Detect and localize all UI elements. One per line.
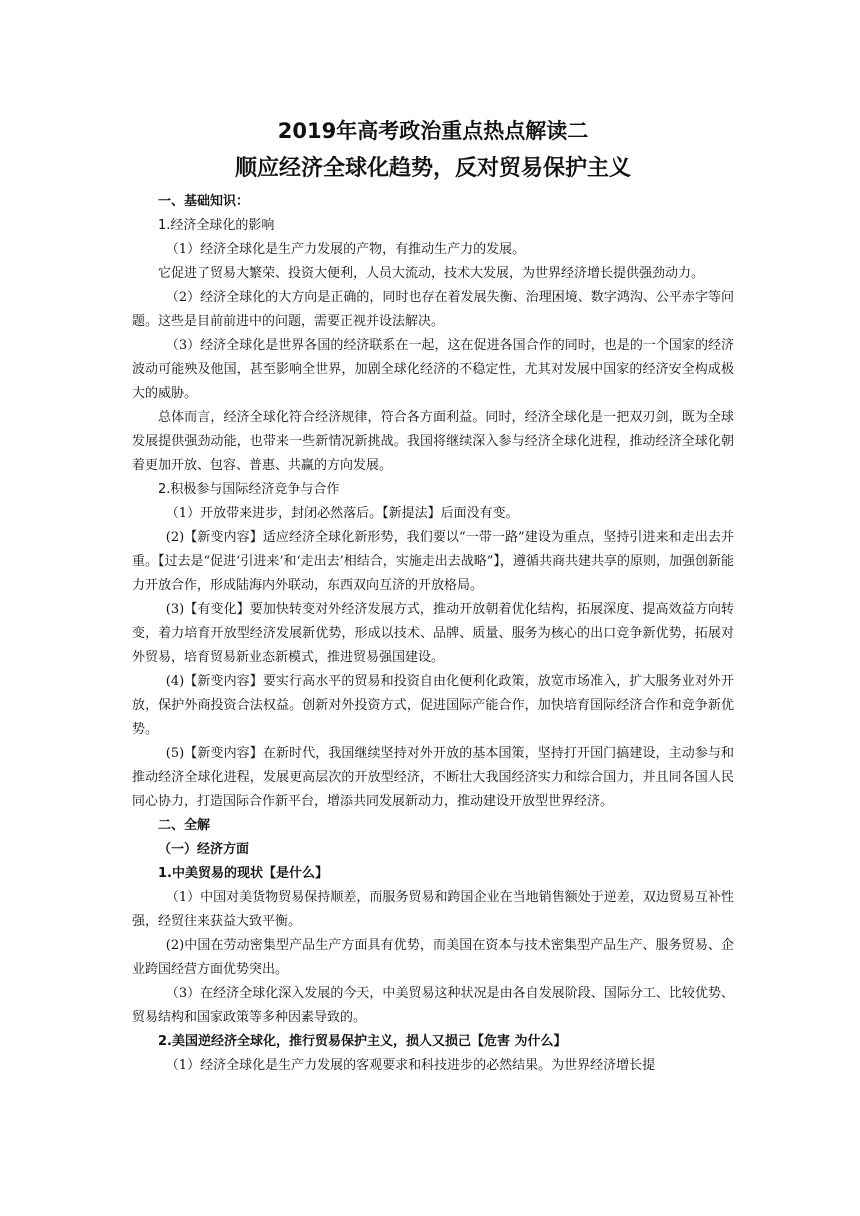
document-body: [132, 190, 734, 1078]
document-title: 2019年高考政治重点热点解读二: [277, 119, 589, 143]
paragraph: （3）在经济全球化深入发展的今天，中美贸易这种状况是由各自发展阶段、国际分工、比较优势、贸易结构和国家政策等多种因素导致的。: [132, 986, 734, 1025]
paragraph: （1）经济全球化是生产力发展的产物，有推动生产力的发展。: [165, 242, 526, 257]
section-heading: 二、全解: [158, 818, 211, 833]
paragraph: 它促进了贸易大繁荣、投资大便利，人员大流动，技术大发展，为世界经济增长提供强劲动力。: [158, 266, 705, 281]
paragraph: (5)【新变内容】在新时代，我国继续坚持对外开放的基本国策，坚持打开国门搞建设，主动参与和推动经济全球化进程，发展更高层次的开放型经济，不断壮大我国经济实力和综合国力，并且同各国人民同心协力，打造国际合作新平台，增添共同发展新动力，推动建设开放型世界经济。: [132, 746, 734, 809]
section-heading: 1.中美贸易的现状【是什么】: [158, 866, 328, 881]
section-heading: （一）经济方面: [158, 842, 250, 857]
paragraph: 1.经济全球化的影响: [158, 218, 275, 233]
paragraph: （3）经济全球化是世界各国的经济联系在一起，这在促进各国合作的同时，也是的一个国家的经济波动可能殃及他国，甚至影响全世界，加剧全球化经济的不稳定性，尤其对发展中国家的经济安全构成极大的威胁。: [132, 338, 734, 401]
paragraph: （1）开放带来进步，封闭必然落后。【新提法】后面没有变。: [165, 506, 519, 521]
paragraph: （1）中国对美货物贸易保持顺差，而服务贸易和跨国企业在当地销售额处于逆差，双边贸易互补性强，经贸往来获益大致平衡。: [132, 890, 734, 929]
paragraph: (4)【新变内容】要实行高水平的贸易和投资自由化便利化政策，放宽市场准入，扩大服务业对外开放，保护外商投资合法权益。创新对外投资方式，促进国际产能合作，加快培育国际经济合作和竞争新优势。: [132, 674, 734, 737]
paragraph: （2）经济全球化的大方向是正确的，同时也存在着发展失衡、治理困境、数字鸿沟、公平赤字等问题。这些是目前前进中的问题，需要正视并设法解决。: [132, 290, 734, 329]
paragraph: 2.积极参与国际经济竞争与合作: [158, 482, 340, 497]
paragraph: (3)【有变化】要加快转变对外经济发展方式，推动开放朝着优化结构，拓展深度、提高效益方向转变，着力培育开放型经济发展新优势，形成以技术、品牌、质量、服务为核心的出口竞争新优势，拓展对外贸易，培育贸易新业态新模式，推进贸易强国建设。: [132, 602, 734, 665]
paragraph: 总体而言，经济全球化符合经济规律，符合各方面利益。同时，经济全球化是一把双刃剑，既为全球发展提供强劲动能，也带来一些新情况新挑战。我国将继续深入参与经济全球化进程，推动经济全球化朝着更加开放、包容、普惠、共赢的方向发展。: [132, 410, 734, 473]
section-heading: 2.美国逆经济全球化，推行贸易保护主义，损人又损己【危害 为什么】: [158, 1034, 567, 1049]
document-subtitle: 顺应经济全球化趋势，反对贸易保护主义: [234, 156, 631, 181]
paragraph: （1）经济全球化是生产力发展的客观要求和科技进步的必然结果。为世界经济增长提: [165, 1058, 656, 1073]
paragraph: (2)【新变内容】适应经济全球化新形势，我们要以“一带一路”建设为重点，坚持引进来和走出去并重。【过去是“促进‘引进来’和‘走出去’相结合，实施走出去战略”】，遵循共商共建共享的原则，加强创新能力开放合作，形成陆海内外联动，东西双向互济的开放格局。: [132, 530, 734, 593]
section-heading: 一、基础知识：: [158, 194, 250, 209]
paragraph: (2)中国在劳动密集型产品生产方面具有优势，而美国在资本与技术密集型产品生产、服务贸易、企业跨国经营方面优势突出。: [132, 938, 734, 977]
